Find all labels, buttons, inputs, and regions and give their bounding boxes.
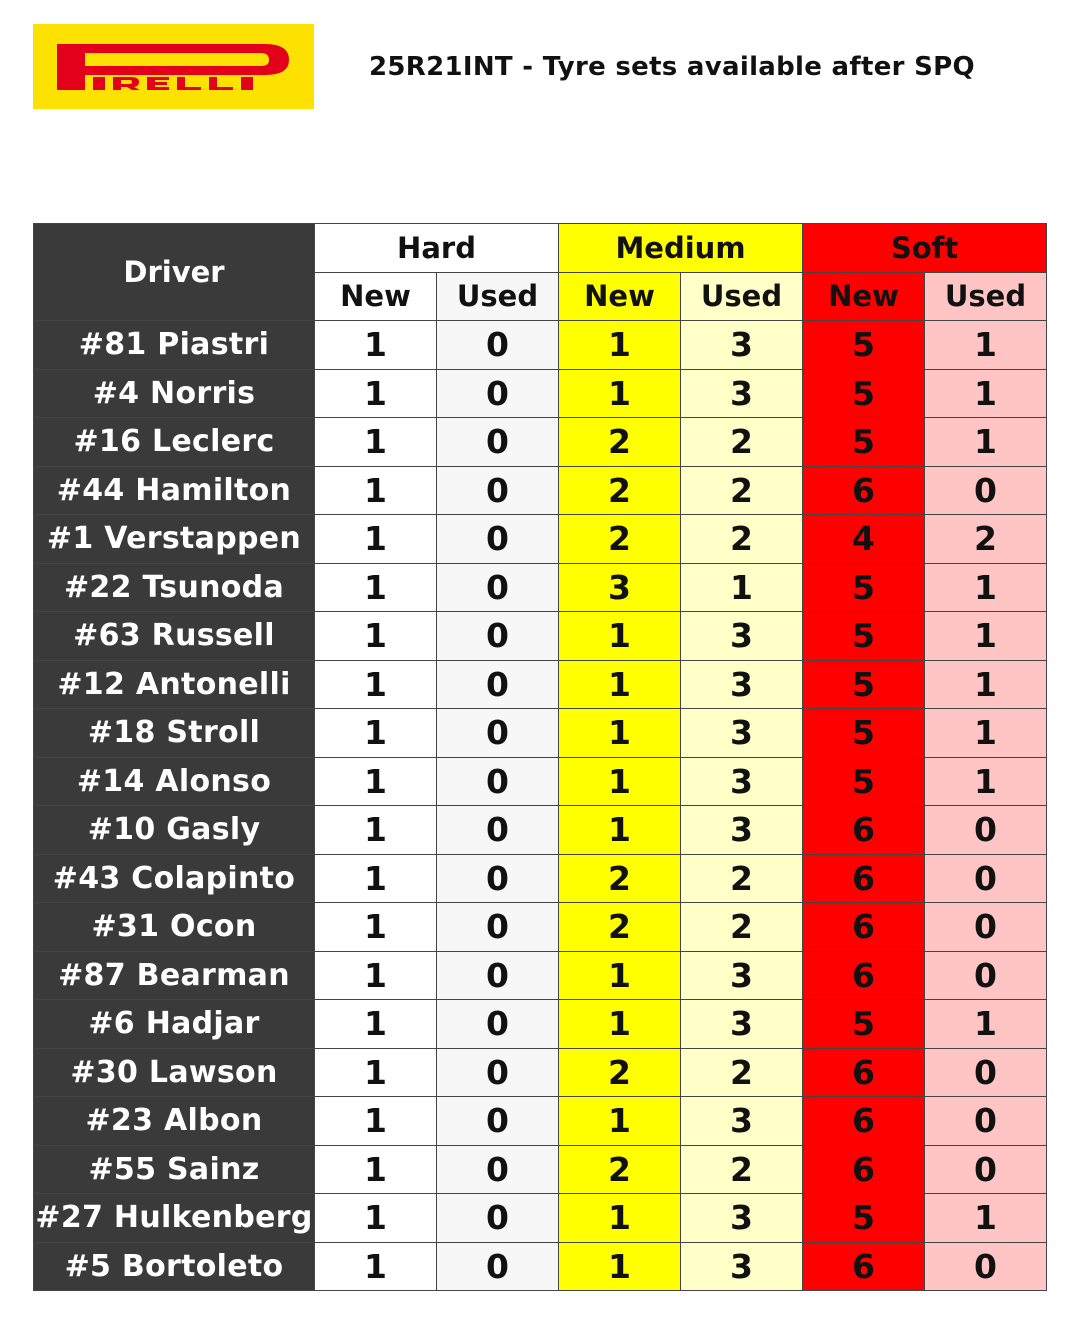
table-row — [34, 951, 1047, 1000]
soft-group-header: Soft — [803, 224, 1047, 273]
driver-name: #43 Colapinto — [34, 854, 315, 903]
hard-new-cell: 1 — [315, 418, 437, 467]
driver-name: #30 Lawson — [34, 1048, 315, 1097]
medium-new-cell: 1 — [559, 1097, 681, 1146]
header-row-groups — [34, 224, 1047, 273]
table-row — [34, 563, 1047, 612]
medium-new-cell: 1 — [559, 660, 681, 709]
soft-used-cell: 1 — [925, 1194, 1047, 1243]
hard-used-cell: 0 — [437, 903, 559, 952]
medium-used-cell: 2 — [681, 515, 803, 564]
medium-used-cell: 3 — [681, 806, 803, 855]
hard-new-cell: 1 — [315, 709, 437, 758]
medium-new-cell: 1 — [559, 1000, 681, 1049]
soft-new-cell: 5 — [803, 321, 925, 370]
hard-used-cell: 0 — [437, 1048, 559, 1097]
medium-new-cell: 2 — [559, 854, 681, 903]
table-row — [34, 515, 1047, 564]
table-row — [34, 903, 1047, 952]
soft-used-cell: 0 — [925, 951, 1047, 1000]
table-row — [34, 1194, 1047, 1243]
soft-used-cell: 1 — [925, 1000, 1047, 1049]
hard-used-header: Used — [437, 272, 559, 321]
driver-name: #31 Ocon — [34, 903, 315, 952]
medium-new-cell: 1 — [559, 757, 681, 806]
medium-new-cell: 2 — [559, 1145, 681, 1194]
table-row — [34, 1000, 1047, 1049]
hard-new-cell: 1 — [315, 1145, 437, 1194]
soft-new-cell: 6 — [803, 806, 925, 855]
medium-new-cell: 1 — [559, 806, 681, 855]
medium-used-header: Used — [681, 272, 803, 321]
medium-used-cell: 1 — [681, 563, 803, 612]
table-row — [34, 369, 1047, 418]
medium-new-cell: 1 — [559, 951, 681, 1000]
table-row — [34, 1145, 1047, 1194]
medium-used-cell: 3 — [681, 709, 803, 758]
hard-used-cell: 0 — [437, 806, 559, 855]
driver-name: #81 Piastri — [34, 321, 315, 370]
hard-used-cell: 0 — [437, 709, 559, 758]
table-row — [34, 806, 1047, 855]
soft-new-cell: 6 — [803, 854, 925, 903]
soft-used-cell: 0 — [925, 466, 1047, 515]
soft-new-cell: 6 — [803, 951, 925, 1000]
medium-used-cell: 3 — [681, 1194, 803, 1243]
hard-used-cell: 0 — [437, 612, 559, 661]
medium-used-cell: 3 — [681, 660, 803, 709]
hard-new-cell: 1 — [315, 660, 437, 709]
medium-new-header: New — [559, 272, 681, 321]
medium-used-cell: 3 — [681, 757, 803, 806]
hard-used-cell: 0 — [437, 563, 559, 612]
medium-used-cell: 2 — [681, 418, 803, 467]
soft-used-cell: 1 — [925, 709, 1047, 758]
soft-new-cell: 6 — [803, 1097, 925, 1146]
medium-used-cell: 3 — [681, 1000, 803, 1049]
soft-new-cell: 5 — [803, 757, 925, 806]
medium-new-cell: 1 — [559, 709, 681, 758]
table-row — [34, 418, 1047, 467]
table-row — [34, 757, 1047, 806]
driver-name: #87 Bearman — [34, 951, 315, 1000]
medium-used-cell: 3 — [681, 1242, 803, 1291]
hard-group-header: Hard — [315, 224, 559, 273]
soft-new-cell: 5 — [803, 369, 925, 418]
medium-new-cell: 3 — [559, 563, 681, 612]
medium-new-cell: 1 — [559, 1242, 681, 1291]
soft-used-cell: 1 — [925, 612, 1047, 661]
soft-used-header: Used — [925, 272, 1047, 321]
soft-used-cell: 1 — [925, 418, 1047, 467]
driver-name: #16 Leclerc — [34, 418, 315, 467]
soft-used-cell: 0 — [925, 1097, 1047, 1146]
medium-used-cell: 3 — [681, 1097, 803, 1146]
soft-new-cell: 5 — [803, 660, 925, 709]
hard-new-cell: 1 — [315, 563, 437, 612]
soft-new-cell: 6 — [803, 1242, 925, 1291]
driver-name: #55 Sainz — [34, 1145, 315, 1194]
medium-new-cell: 1 — [559, 369, 681, 418]
table-row — [34, 854, 1047, 903]
driver-name: #18 Stroll — [34, 709, 315, 758]
soft-used-cell: 1 — [925, 321, 1047, 370]
soft-new-cell: 6 — [803, 466, 925, 515]
hard-used-cell: 0 — [437, 515, 559, 564]
soft-used-cell: 2 — [925, 515, 1047, 564]
medium-new-cell: 1 — [559, 612, 681, 661]
medium-new-cell: 2 — [559, 466, 681, 515]
medium-used-cell: 2 — [681, 1048, 803, 1097]
hard-new-cell: 1 — [315, 1097, 437, 1146]
soft-used-cell: 0 — [925, 806, 1047, 855]
hard-new-cell: 1 — [315, 321, 437, 370]
hard-used-cell: 0 — [437, 1145, 559, 1194]
medium-new-cell: 1 — [559, 321, 681, 370]
hard-used-cell: 0 — [437, 1000, 559, 1049]
hard-used-cell: 0 — [437, 418, 559, 467]
table-row — [34, 1242, 1047, 1291]
medium-used-cell: 2 — [681, 903, 803, 952]
tyre-sets-table — [33, 223, 1047, 1291]
soft-used-cell: 0 — [925, 1145, 1047, 1194]
driver-name: #6 Hadjar — [34, 1000, 315, 1049]
hard-used-cell: 0 — [437, 1097, 559, 1146]
medium-used-cell: 3 — [681, 321, 803, 370]
soft-used-cell: 1 — [925, 563, 1047, 612]
medium-group-header: Medium — [559, 224, 803, 273]
table-row — [34, 660, 1047, 709]
table-row — [34, 1048, 1047, 1097]
driver-name: #44 Hamilton — [34, 466, 315, 515]
hard-used-cell: 0 — [437, 1194, 559, 1243]
hard-new-cell: 1 — [315, 1048, 437, 1097]
soft-new-header: New — [803, 272, 925, 321]
hard-used-cell: 0 — [437, 466, 559, 515]
driver-name: #14 Alonso — [34, 757, 315, 806]
driver-name: #63 Russell — [34, 612, 315, 661]
hard-used-cell: 0 — [437, 757, 559, 806]
medium-new-cell: 2 — [559, 418, 681, 467]
medium-used-cell: 3 — [681, 612, 803, 661]
hard-used-cell: 0 — [437, 1242, 559, 1291]
hard-new-cell: 1 — [315, 1242, 437, 1291]
hard-new-cell: 1 — [315, 854, 437, 903]
medium-used-cell: 2 — [681, 1145, 803, 1194]
driver-name: #23 Albon — [34, 1097, 315, 1146]
soft-new-cell: 5 — [803, 1194, 925, 1243]
soft-used-cell: 0 — [925, 903, 1047, 952]
driver-name: #5 Bortoleto — [34, 1242, 315, 1291]
soft-new-cell: 5 — [803, 709, 925, 758]
hard-used-cell: 0 — [437, 660, 559, 709]
table-row — [34, 709, 1047, 758]
medium-used-cell: 2 — [681, 854, 803, 903]
table-body — [34, 321, 1047, 1291]
hard-new-cell: 1 — [315, 1194, 437, 1243]
soft-new-cell: 6 — [803, 1048, 925, 1097]
medium-new-cell: 2 — [559, 903, 681, 952]
soft-new-cell: 6 — [803, 1145, 925, 1194]
medium-used-cell: 2 — [681, 466, 803, 515]
soft-new-cell: 5 — [803, 418, 925, 467]
driver-name: #22 Tsunoda — [34, 563, 315, 612]
driver-name: #12 Antonelli — [34, 660, 315, 709]
medium-new-cell: 2 — [559, 1048, 681, 1097]
medium-new-cell: 1 — [559, 1194, 681, 1243]
soft-new-cell: 6 — [803, 903, 925, 952]
hard-new-cell: 1 — [315, 466, 437, 515]
soft-used-cell: 1 — [925, 757, 1047, 806]
hard-new-cell: 1 — [315, 951, 437, 1000]
hard-new-cell: 1 — [315, 369, 437, 418]
medium-used-cell: 3 — [681, 369, 803, 418]
soft-new-cell: 5 — [803, 563, 925, 612]
soft-used-cell: 1 — [925, 660, 1047, 709]
hard-new-header: New — [315, 272, 437, 321]
table-row — [34, 466, 1047, 515]
hard-used-cell: 0 — [437, 321, 559, 370]
medium-new-cell: 2 — [559, 515, 681, 564]
hard-used-cell: 0 — [437, 951, 559, 1000]
hard-new-cell: 1 — [315, 757, 437, 806]
table-row — [34, 612, 1047, 661]
hard-new-cell: 1 — [315, 1000, 437, 1049]
hard-used-cell: 0 — [437, 854, 559, 903]
hard-new-cell: 1 — [315, 903, 437, 952]
driver-header: Driver — [34, 224, 315, 321]
soft-used-cell: 0 — [925, 1048, 1047, 1097]
pirelli-logo-mark — [33, 24, 314, 109]
page-title: 25R21INT - Tyre sets available after SPQ — [369, 52, 975, 82]
pirelli-logo — [33, 24, 314, 109]
driver-name: #4 Norris — [34, 369, 315, 418]
hard-new-cell: 1 — [315, 612, 437, 661]
driver-name: #10 Gasly — [34, 806, 315, 855]
table-row — [34, 1097, 1047, 1146]
soft-new-cell: 4 — [803, 515, 925, 564]
driver-name: #27 Hulkenberg — [34, 1194, 315, 1243]
hard-new-cell: 1 — [315, 515, 437, 564]
soft-used-cell: 0 — [925, 1242, 1047, 1291]
soft-used-cell: 0 — [925, 854, 1047, 903]
medium-used-cell: 3 — [681, 951, 803, 1000]
hard-new-cell: 1 — [315, 806, 437, 855]
soft-new-cell: 5 — [803, 1000, 925, 1049]
table-row — [34, 321, 1047, 370]
soft-used-cell: 1 — [925, 369, 1047, 418]
hard-used-cell: 0 — [437, 369, 559, 418]
driver-name: #1 Verstappen — [34, 515, 315, 564]
soft-new-cell: 5 — [803, 612, 925, 661]
